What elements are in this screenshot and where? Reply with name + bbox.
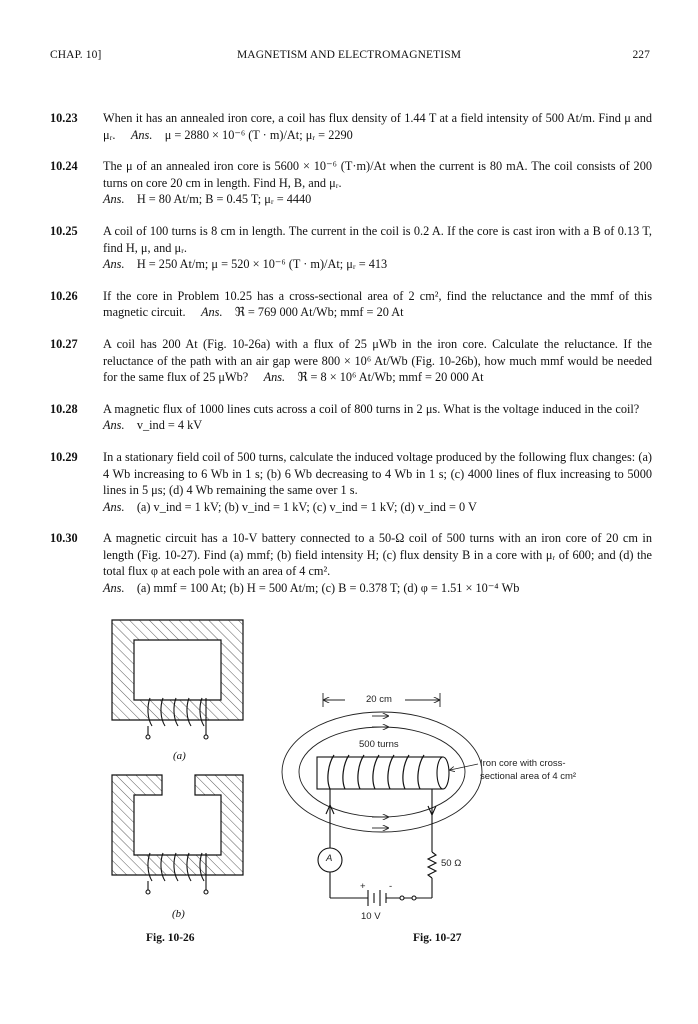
core-label-line-1: Iron core with cross- [480, 758, 566, 769]
problem-text: A coil has 200 At (Fig. 10-26a) with a flux of 25 μWb in the iron core. Calculate the reluctance. If the reluctance of the path with an air gap were 800 × 10⁶ At/Wb (Fig. 10-26b), how much mmf would be needed for the same flux of 25 μWb? [103, 336, 652, 385]
fig-10-26a-label: (a) [173, 750, 186, 762]
fig-10-27-circuit [318, 789, 436, 906]
fig-10-26b-label: (b) [172, 908, 185, 920]
answer-text: (a) v_ind = 1 kV; (b) v_ind = 1 kV; (c) v_ind = 1 kV; (d) v_ind = 0 V [136, 499, 477, 514]
answer-label: Ans. [201, 305, 223, 320]
problem-10-25 [50, 223, 652, 273]
problem-text: A magnetic circuit has a 10-V battery connected to a 50-Ω coil of 500 turns with an iron core of 20 cm in length (Fig. 10-27). Find (a) mmf; (b) field intensity H; (c) flux density B in a core with μᵣ of 600; and (d) the total flux φ at each pole with an area of 4 cm². [103, 531, 652, 579]
answer-text: ℜ = 8 × 10⁶ At/Wb; mmf = 20 000 At [297, 370, 484, 385]
problem-number: 10.26 [50, 288, 78, 303]
battery-minus: - [389, 881, 393, 892]
answer-text: H = 80 At/m; B = 0.45 T; μᵣ = 4440 [136, 192, 312, 207]
length-label: 20 cm [366, 694, 392, 705]
answer-label: Ans. [103, 581, 125, 596]
problem-text: A coil of 100 turns is 8 cm in length. The current in the coil is 0.2 A. If the core is cast iron with a B of 0.13 T, find H, μ, and μᵣ. [103, 223, 652, 255]
answer-label: Ans. [103, 192, 125, 207]
problem-number: 10.29 [50, 449, 78, 464]
problem-10-30 [50, 530, 652, 596]
answer-text: μ = 2880 × 10⁻⁶ (T · m)/At; μᵣ = 2290 [164, 127, 353, 142]
problem-10-26 [50, 288, 652, 321]
problem-text: In a stationary field coil of 500 turns, calculate the induced voltage produced by the following flux changes: (a) 4 Wb increasing to 6 Wb in 1 s; (b) 6 Wb decreasing to 4 Wb in 1 s; (c) 4000 lines of flux increasing to 5000 lines in 5 μs; (d) 4 Wb remaining the same over 1 s. [103, 449, 652, 498]
core-label-line-2: sectional area of 4 cm² [480, 771, 577, 782]
problem-number: 10.25 [50, 223, 78, 238]
fig-10-26b-core [112, 775, 243, 875]
fig-10-26-caption: Fig. 10-26 [146, 932, 195, 944]
answer-text: ℜ = 769 000 At/Wb; mmf = 20 At [234, 305, 404, 320]
answer-label: Ans. [263, 370, 286, 385]
page-number: 227 [632, 49, 650, 61]
problem-number: 10.27 [50, 336, 78, 351]
problem-10-28 [50, 401, 652, 434]
problem-text: A magnetic flux of 1000 lines cuts across a coil of 800 turns in 2 μs. What is the voltage induced in the coil? [103, 401, 640, 416]
fig-10-27-core [317, 757, 449, 789]
figures-drawing [0, 600, 698, 960]
problem-number: 10.23 [50, 111, 78, 125]
answer-label: Ans. [103, 418, 125, 433]
running-title: MAGNETISM AND ELECTROMAGNETISM [236, 49, 462, 61]
answer-label: Ans. [130, 127, 153, 142]
chapter-label: CHAP. 10] [50, 49, 102, 61]
answer-text: v_ind = 4 kV [136, 418, 203, 433]
problem-10-24 [50, 158, 652, 208]
battery-plus: + [360, 881, 366, 892]
answer-text: (a) mmf = 100 At; (b) H = 500 At/m; (c) B = 0.378 T; (d) φ = 1.51 × 10⁻⁴ Wb [136, 581, 520, 596]
problem-text: The μ of an annealed iron core is 5600 × 10⁻⁶ (T·m)/At when the current is 80 mA. The coil consists of 200 turns on core 20 cm in length. Find H, B, and μᵣ. [103, 159, 652, 190]
answer-label: Ans. [103, 499, 125, 514]
battery-label: 10 V [361, 911, 381, 922]
problem-number: 10.28 [50, 401, 78, 416]
ammeter-label: A [326, 853, 333, 864]
problem-10-23 [50, 110, 652, 143]
fig-10-26a-core [112, 620, 243, 720]
problem-text: When it has an annealed iron core, a coil has flux density of 1.44 T at a field intensity of 500 At/m. Find μ and μᵣ. [103, 111, 652, 142]
resistor-label: 50 Ω [441, 858, 462, 869]
problem-number: 10.30 [50, 531, 78, 546]
fig-10-27-caption: Fig. 10-27 [413, 932, 462, 944]
answer-text: H = 250 At/m; μ = 520 × 10⁻⁶ (T · m)/At; μᵣ = 413 [136, 257, 388, 272]
figures-area [0, 600, 698, 960]
problem-text: If the core in Problem 10.25 has a cross-sectional area of 2 cm², find the reluctance and the mmf of this magnetic circuit. [103, 288, 652, 320]
problem-number: 10.24 [50, 159, 78, 174]
answer-label: Ans. [103, 257, 125, 272]
problem-10-29 [50, 449, 652, 515]
problem-10-27 [50, 336, 652, 386]
turns-label: 500 turns [359, 739, 399, 750]
problem-list [50, 110, 652, 612]
